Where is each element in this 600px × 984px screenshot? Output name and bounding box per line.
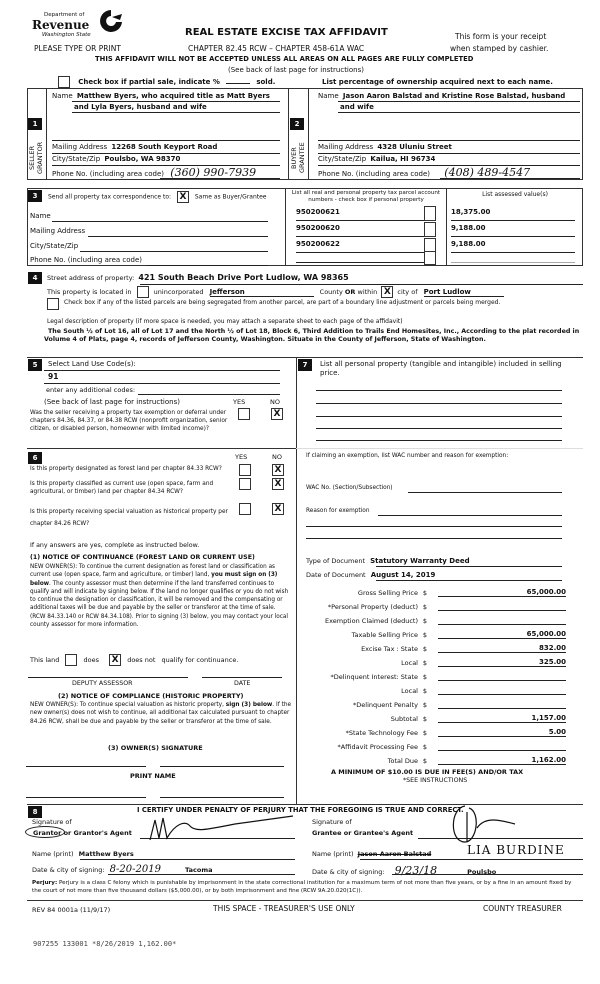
tax-row-label: Taxable Selling Price xyxy=(351,631,418,639)
please-type: PLEASE TYPE OR PRINT xyxy=(34,44,121,53)
current-use-yes-checkbox[interactable] xyxy=(239,478,251,490)
dollar-sign: $ xyxy=(422,729,428,737)
grantor-sig-label-1: Signature of xyxy=(32,818,72,826)
additional-codes-field[interactable] xyxy=(46,386,135,394)
partial-sale-label: Check box if partial sale, indicate % xyxy=(78,78,220,86)
grantor-circle-mark xyxy=(25,826,65,838)
seller-phone-value: (360) 990-7939 xyxy=(170,166,257,179)
form-title: REAL ESTATE EXCISE TAX AFFIDAVIT xyxy=(185,27,388,38)
tax-row-value[interactable] xyxy=(438,615,566,625)
this-land-label: This land xyxy=(30,656,60,664)
print-name-label: PRINT NAME xyxy=(130,772,176,780)
tax-row-value[interactable]: 65,000.00 xyxy=(438,588,566,597)
or-label: OR xyxy=(344,288,356,296)
grantee-name-handwritten: LIA BURDINE xyxy=(467,843,565,857)
if-yes-note: If any answers are yes, complete as instructed below. xyxy=(30,542,200,549)
see-back-note: (See back of last page for instructions) xyxy=(44,398,180,406)
buyer-grantee-label: BUYER GRANTEE xyxy=(290,142,306,174)
print-name-line-1[interactable] xyxy=(26,797,146,798)
perjury-label: Perjury: xyxy=(32,880,58,886)
buyer-mailing-label: Mailing Address xyxy=(318,143,374,151)
logo-line-1: Department of xyxy=(44,12,85,18)
does-not-label: does not xyxy=(127,656,156,664)
notice2-text-a: NEW OWNER(S): To continue special valuation as historic property, xyxy=(30,702,224,708)
unincorporated-checkbox[interactable] xyxy=(137,286,149,298)
personal-property-line[interactable] xyxy=(316,390,562,391)
dollar-sign: $ xyxy=(422,757,428,765)
date-line[interactable] xyxy=(202,677,282,678)
city-checkbox[interactable]: X xyxy=(381,286,393,298)
tax-row-value[interactable]: 832.00 xyxy=(438,644,566,653)
located-label: This property is located in xyxy=(47,288,132,296)
land-use-value[interactable]: 91 xyxy=(48,372,59,381)
forest-yes-checkbox[interactable] xyxy=(239,464,251,476)
personal-property-line[interactable] xyxy=(316,440,562,441)
tax-row-label: Local xyxy=(401,687,418,695)
reason-label: Reason for exemption xyxy=(306,508,370,514)
exemption-no-checkbox[interactable]: X xyxy=(271,408,283,420)
dollar-sign: $ xyxy=(422,659,428,667)
dollar-sign: $ xyxy=(422,603,428,611)
parcel-row[interactable] xyxy=(296,224,426,237)
grantee-name-label: Name (print) xyxy=(312,850,354,858)
grantor-name-value: Matthew Byers xyxy=(78,850,134,858)
forest-land-question: Is this property designated as forest land per chapter 84.33 RCW? xyxy=(30,466,222,472)
notice1-bold: you must sign on (3) below xyxy=(30,572,278,587)
tax-row xyxy=(300,681,570,695)
grantee-sig-label-1: Signature of xyxy=(312,818,352,826)
grantee-name-field[interactable] xyxy=(312,850,431,858)
partial-sale-row xyxy=(58,76,275,88)
grantee-sig-label-2: Grantee or Grantee's Agent xyxy=(312,829,414,837)
seller-name-label: Name xyxy=(52,92,73,100)
tax-row-value[interactable] xyxy=(438,685,566,695)
send-correspondence-row xyxy=(48,191,267,203)
notice-continuance-text xyxy=(30,563,292,629)
buyer-city-field[interactable] xyxy=(318,155,435,163)
tax-row xyxy=(300,723,570,737)
tax-row-value[interactable]: 5.00 xyxy=(438,728,566,737)
historic-yes-checkbox[interactable] xyxy=(239,503,251,515)
seller-city-label: City/State/Zip xyxy=(52,155,101,163)
does-qualify-checkbox[interactable] xyxy=(65,654,77,666)
tax-row xyxy=(300,737,570,751)
section-7-badge: 7 xyxy=(298,359,312,371)
location-row xyxy=(47,286,504,298)
corr-mailing-field[interactable] xyxy=(30,227,85,235)
buyer-phone-label: Phone No. (including area code) xyxy=(318,170,431,178)
continuance-row xyxy=(30,654,238,666)
doc-type-value: Statutory Warranty Deed xyxy=(370,557,470,565)
historic-question: Is this property receiving special valuation as historical property per chapter 84.26 RCW? xyxy=(30,509,228,528)
notice-continuance-title: (1) NOTICE OF CONTINUANCE (FOREST LAND OR CURRENT USE) xyxy=(30,554,255,561)
tax-row xyxy=(300,597,570,611)
segregated-label: Check box if any of the listed parcels are being segregated from another parcel, are part of a boundary line adjustment or parcels being merged. xyxy=(64,299,501,306)
no-header: NO xyxy=(270,398,280,406)
owner-signature-line-2[interactable] xyxy=(160,766,284,767)
date-label: DATE xyxy=(234,680,251,687)
assessed-header: List assessed value(s) xyxy=(482,191,548,198)
cashier-stamp: 907255 133001 *8/26/2019 1,162.00* xyxy=(33,940,177,948)
county-value[interactable]: Jefferson xyxy=(210,288,314,297)
legal-description-value[interactable]: The South ½ of Lot 16, all of Lot 17 and the North ½ of Lot 18, Block 6, Third Addition to Trails End Homesites, Inc., According to the plat recorded in Volume 4 of Plats, page 4, records of Jefferson County, Washington. Situate in the County of Jefferson, State of Washington. xyxy=(44,328,580,344)
land-use-label: Select Land Use Code(s): xyxy=(48,360,136,368)
section-3-badge: 3 xyxy=(28,190,42,202)
section-8-badge: 8 xyxy=(28,806,42,818)
certify-statement: I CERTIFY UNDER PENALTY OF PERJURY THAT THE FOREGOING IS TRUE AND CORRECT. xyxy=(137,806,464,814)
additional-codes-label: enter any additional codes: xyxy=(46,386,136,394)
grantor-date-label: Date & city of signing: xyxy=(32,866,105,874)
personal-property-checkbox[interactable] xyxy=(424,222,436,237)
print-name-line-2[interactable] xyxy=(160,797,284,798)
tax-row-value[interactable]: 65,000.00 xyxy=(438,630,566,639)
corr-city-field[interactable] xyxy=(30,242,78,250)
parcel-number: 950200621 xyxy=(296,208,340,216)
exemption-question: Was the seller receiving a property tax exemption or deferral under chapters 84.36, 84.37, or 84.38 RCW (nonprofit organization, senior citizen, or disabled person, homeowner with limited income)? xyxy=(30,410,228,432)
send-label: Send all property tax correspondence to: xyxy=(48,193,172,201)
doc-date-label: Date of Document xyxy=(306,571,366,579)
segregated-checkbox[interactable] xyxy=(47,298,59,310)
dollar-sign: $ xyxy=(422,687,428,695)
tax-calculation-table xyxy=(300,583,570,765)
dollar-sign: $ xyxy=(422,673,428,681)
notice-compliance-text xyxy=(30,701,292,726)
perjury-text: Perjury is a class C felony which is punishable by imprisonment in the state correctional institution for a maximum term of not more than five years, or by a fine in an amount fixed by the court of not more than five thousand dollars ($5,000.00), or by both imprisonment and fine (RCW 9A.20.020(1C)). xyxy=(32,880,572,894)
personal-property-line[interactable] xyxy=(316,403,562,404)
assessed-value[interactable] xyxy=(451,253,575,263)
tax-row xyxy=(300,625,570,639)
current-use-no-checkbox[interactable]: X xyxy=(272,478,284,490)
parcel-number: 950200622 xyxy=(296,240,340,248)
tax-row xyxy=(300,583,570,597)
unincorporated-label: unincorporated xyxy=(153,288,204,296)
section-2-badge: 2 xyxy=(290,118,304,130)
tax-row-value[interactable]: 1,157.00 xyxy=(438,714,566,723)
buyer-name-field[interactable] xyxy=(318,92,565,100)
no-header: NO xyxy=(272,453,282,461)
dollar-sign: $ xyxy=(422,645,428,653)
assessed-value[interactable] xyxy=(451,224,575,237)
grantor-signature-icon xyxy=(145,812,295,842)
deputy-assessor-line[interactable] xyxy=(28,677,188,678)
grantee-signature-icon xyxy=(445,802,545,846)
does-not-qualify-checkbox[interactable]: X xyxy=(109,654,121,666)
section-1-badge: 1 xyxy=(28,118,42,130)
section-6-badge: 6 xyxy=(28,452,42,464)
seller-name-value-2: and Lyla Byers, husband and wife xyxy=(74,103,207,111)
buyer-city-value: Kailua, HI 96734 xyxy=(370,155,436,163)
partial-sale-percent[interactable] xyxy=(226,83,250,84)
seller-mailing-value: 12268 South Keyport Road xyxy=(111,143,218,151)
tax-row-label: *Delinquent Interest: State xyxy=(330,673,418,681)
treasurer-use-label: THIS SPACE - TREASURER'S USE ONLY xyxy=(213,904,355,913)
tax-row-value[interactable] xyxy=(438,699,566,709)
seller-phone-label: Phone No. (including area code) xyxy=(52,170,165,178)
does-label: does xyxy=(83,656,100,664)
seller-mailing-label: Mailing Address xyxy=(52,143,108,151)
tax-row-label: Total Due xyxy=(387,757,418,765)
wac-input[interactable] xyxy=(408,492,562,493)
assessed-value[interactable] xyxy=(451,208,575,221)
ownership-note: List percentage of ownership acquired next to each name. xyxy=(322,78,553,86)
receipt-note-1: This form is your receipt xyxy=(455,32,547,41)
tax-row xyxy=(300,667,570,681)
seller-name-field[interactable] xyxy=(52,92,270,100)
tax-row xyxy=(300,653,570,667)
parcel-header: List all real and personal property tax parcel account numbers - check box if personal property xyxy=(291,190,441,203)
tax-row-value[interactable]: 325.00 xyxy=(438,658,566,667)
form-number: REV 84 0001a (11/9/17) xyxy=(32,906,111,914)
notice1-text-b: . The county assessor must then determine if the land transferred continues to qualify and will indicate by signing below. If the land no longer qualifies or you do not wish to continue the designation or classification, it will be removed and the compensating or additional taxes will be due and payable by the seller or transferor at the time of sale. (RCW 84.33.140 or RCW 84.34.108). Prior to signing (3) below, you may contact your local county assessor for more information. xyxy=(30,580,289,628)
grantee-city-value: Poulsbo xyxy=(467,868,497,876)
city-value[interactable]: Port Ludlow xyxy=(424,288,504,297)
tax-row xyxy=(300,709,570,723)
instructions-note: (See back of last page for instructions) xyxy=(228,66,364,74)
tax-row-label: Gross Selling Price xyxy=(357,589,418,597)
receipt-note-2: when stamped by cashier. xyxy=(450,44,549,53)
personal-property-checkbox[interactable] xyxy=(424,206,436,221)
notice2-text-b: . If the new owner(s) does not wish to continue, all additional tax calculated pursuant to chapter 84.26 RCW, shall be due and payable by the seller or transferor at the time of sale. xyxy=(30,702,292,725)
dollar-sign: $ xyxy=(422,631,428,639)
parcel-row[interactable] xyxy=(296,240,426,253)
grantee-date-field[interactable] xyxy=(312,864,496,877)
notice2-bold: sign (3) below xyxy=(225,702,273,708)
forest-no-checkbox[interactable]: X xyxy=(272,464,284,476)
doc-date-field[interactable] xyxy=(306,571,435,579)
perjury-notice xyxy=(32,880,582,895)
grantee-date-label: Date & city of signing: xyxy=(312,868,385,876)
warning-text: THIS AFFIDAVIT WILL NOT BE ACCEPTED UNLESS ALL AREAS ON ALL PAGES ARE FULLY COMPLETED xyxy=(95,55,474,63)
see-instructions-note: *SEE INSTRUCTIONS xyxy=(403,777,468,784)
tax-row xyxy=(300,639,570,653)
sold-label: sold. xyxy=(256,78,276,86)
tax-row-label: *Delinquent Penalty xyxy=(353,701,418,709)
county-label: County xyxy=(319,288,343,296)
street-address-value: 421 South Beach Drive Port Ludlow, WA 98365 xyxy=(138,273,349,282)
grantor-sig-label-2: Grantor or Grantor's Agent xyxy=(33,829,132,837)
notice1-text-a: NEW OWNER(S): To continue the current designation as forest land or classification as current use (open space, farm and agriculture, or timber) land, xyxy=(30,564,276,579)
seller-mailing-field[interactable] xyxy=(52,143,217,151)
tax-row-value[interactable] xyxy=(438,741,566,751)
assessed-value-text: 9,188.00 xyxy=(451,224,486,232)
logo-line-3: Washington State xyxy=(42,32,91,38)
buyer-mailing-value: 4328 Uluniu Street xyxy=(377,143,452,151)
personal-property-label: List all personal property (tangible and intangible) included in selling price. xyxy=(320,360,562,378)
doc-type-label: Type of Document xyxy=(306,557,366,565)
tax-row-label: Excise Tax : State xyxy=(361,645,418,653)
grantor-name-field[interactable] xyxy=(32,850,134,858)
grantor-date-value: 8-20-2019 xyxy=(109,864,161,875)
tax-row-label: Subtotal xyxy=(390,715,418,723)
partial-sale-checkbox[interactable] xyxy=(58,76,70,88)
yes-header: YES xyxy=(233,398,246,406)
legal-description-label: Legal description of property (if more space is needed, you may attach a separate sheet to each page of the affidavit) xyxy=(47,318,403,325)
seller-name-value-1: Matthew Byers, who acquired title as Matt Byers xyxy=(76,92,270,100)
street-address-label: Street address of property: xyxy=(47,274,135,282)
city-of-label: city of xyxy=(397,288,418,296)
current-use-question: Is this property classified as current use (open space, farm and agricultural, or timber) land per chapter 84.34 RCW? xyxy=(30,481,214,496)
street-address-field[interactable] xyxy=(47,273,349,282)
buyer-name-label: Name xyxy=(318,92,339,100)
tax-row xyxy=(300,611,570,625)
notice-compliance-title: (2) NOTICE OF COMPLIANCE (HISTORIC PROPERTY) xyxy=(58,692,244,700)
same-as-label: Same as Buyer/Grantee xyxy=(194,193,267,201)
parcel-number: 950200620 xyxy=(296,224,340,232)
personal-property-checkbox[interactable] xyxy=(424,251,436,265)
dor-logo xyxy=(30,8,130,40)
dollar-sign: $ xyxy=(422,617,428,625)
yes-header: YES xyxy=(235,453,248,461)
tax-row-label: *State Technology Fee xyxy=(345,729,418,737)
county-treasurer-label: COUNTY TREASURER xyxy=(483,904,562,913)
tax-row-label: *Personal Property (deduct) xyxy=(327,603,418,611)
assessed-value-text: 18,375.00 xyxy=(451,208,491,216)
corr-city-label: City/State/Zip xyxy=(30,242,79,250)
corr-name-label: Name xyxy=(30,212,51,220)
dollar-sign: $ xyxy=(422,589,428,597)
corr-phone-field[interactable] xyxy=(30,256,142,264)
corr-phone-label: Phone No. (including area code) xyxy=(30,256,143,264)
grantor-name-label: Name (print) xyxy=(32,850,74,858)
within-label: within xyxy=(357,288,378,296)
reason-input-line[interactable] xyxy=(306,538,562,539)
grantor-city-value: Tacoma xyxy=(185,866,213,874)
tax-row-value[interactable] xyxy=(438,601,566,611)
seller-grantor-label: SELLER GRANTOR xyxy=(28,141,44,175)
tax-row-label: *Affidavit Processing Fee xyxy=(337,743,418,751)
corr-name-field[interactable] xyxy=(30,212,51,220)
exemption-label: If claiming an exemption, list WAC number and reason for exemption: xyxy=(306,453,509,459)
owner-signature-line-1[interactable] xyxy=(26,766,146,767)
personal-property-line[interactable] xyxy=(316,428,562,429)
tax-row-label: Exemption Claimed (deduct) xyxy=(325,617,418,625)
qualify-label: qualify for continuance. xyxy=(161,656,239,664)
parcel-row[interactable] xyxy=(296,208,426,221)
historic-no-checkbox[interactable]: X xyxy=(272,503,284,515)
doc-date-value: August 14, 2019 xyxy=(370,571,436,579)
tax-row xyxy=(300,695,570,709)
tax-row-label: Local xyxy=(401,659,418,667)
dollar-sign: $ xyxy=(422,715,428,723)
logo-line-2: Revenue xyxy=(32,18,90,32)
buyer-mailing-field[interactable] xyxy=(318,143,452,151)
seller-city-value: Poulsbo, WA 98370 xyxy=(104,155,181,163)
exemption-yes-checkbox[interactable] xyxy=(238,408,250,420)
tax-row-value[interactable] xyxy=(438,671,566,681)
same-as-buyer-checkbox[interactable]: X xyxy=(177,191,189,203)
buyer-phone-value: (408) 489-4547 xyxy=(444,166,531,179)
seller-city-field[interactable] xyxy=(52,155,180,163)
buyer-name-value-1: Jason Aaron Balstad and Kristine Rose Balstad, husband xyxy=(342,92,566,100)
tax-row-value[interactable]: 1,162.00 xyxy=(438,756,566,765)
section-5-badge: 5 xyxy=(28,359,42,371)
reason-input-line[interactable] xyxy=(306,526,562,527)
grantee-name-struck: Jason Aaron Balstad xyxy=(357,850,432,858)
parcel-row[interactable] xyxy=(296,253,426,263)
tax-row xyxy=(300,751,570,765)
assessed-value-text: 9,188.00 xyxy=(451,240,486,248)
dollar-sign: $ xyxy=(422,743,428,751)
deputy-assessor-label: DEPUTY ASSESSOR xyxy=(72,680,133,687)
corr-mailing-label: Mailing Address xyxy=(30,227,86,235)
buyer-city-label: City/State/Zip xyxy=(318,155,367,163)
doc-type-field[interactable] xyxy=(306,557,470,565)
reason-input[interactable] xyxy=(378,515,562,516)
assessed-value[interactable] xyxy=(451,240,575,253)
wave-logo-icon xyxy=(98,8,124,34)
owner-signature-label: (3) OWNER(S) SIGNATURE xyxy=(108,744,203,752)
grantee-date-value: 9/23/18 xyxy=(394,864,438,877)
wac-label: WAC No. (Section/Subsection) xyxy=(306,485,393,491)
dollar-sign: $ xyxy=(422,701,428,709)
chapter-ref: CHAPTER 82.45 RCW – CHAPTER 458-61A WAC xyxy=(188,44,365,53)
buyer-name-value-2: and wife xyxy=(340,103,374,111)
personal-property-line[interactable] xyxy=(316,416,562,417)
section-4-badge: 4 xyxy=(28,272,42,284)
minimum-due-note: A MINIMUM OF $10.00 IS DUE IN FEE(S) AND/OR TAX xyxy=(331,768,524,776)
